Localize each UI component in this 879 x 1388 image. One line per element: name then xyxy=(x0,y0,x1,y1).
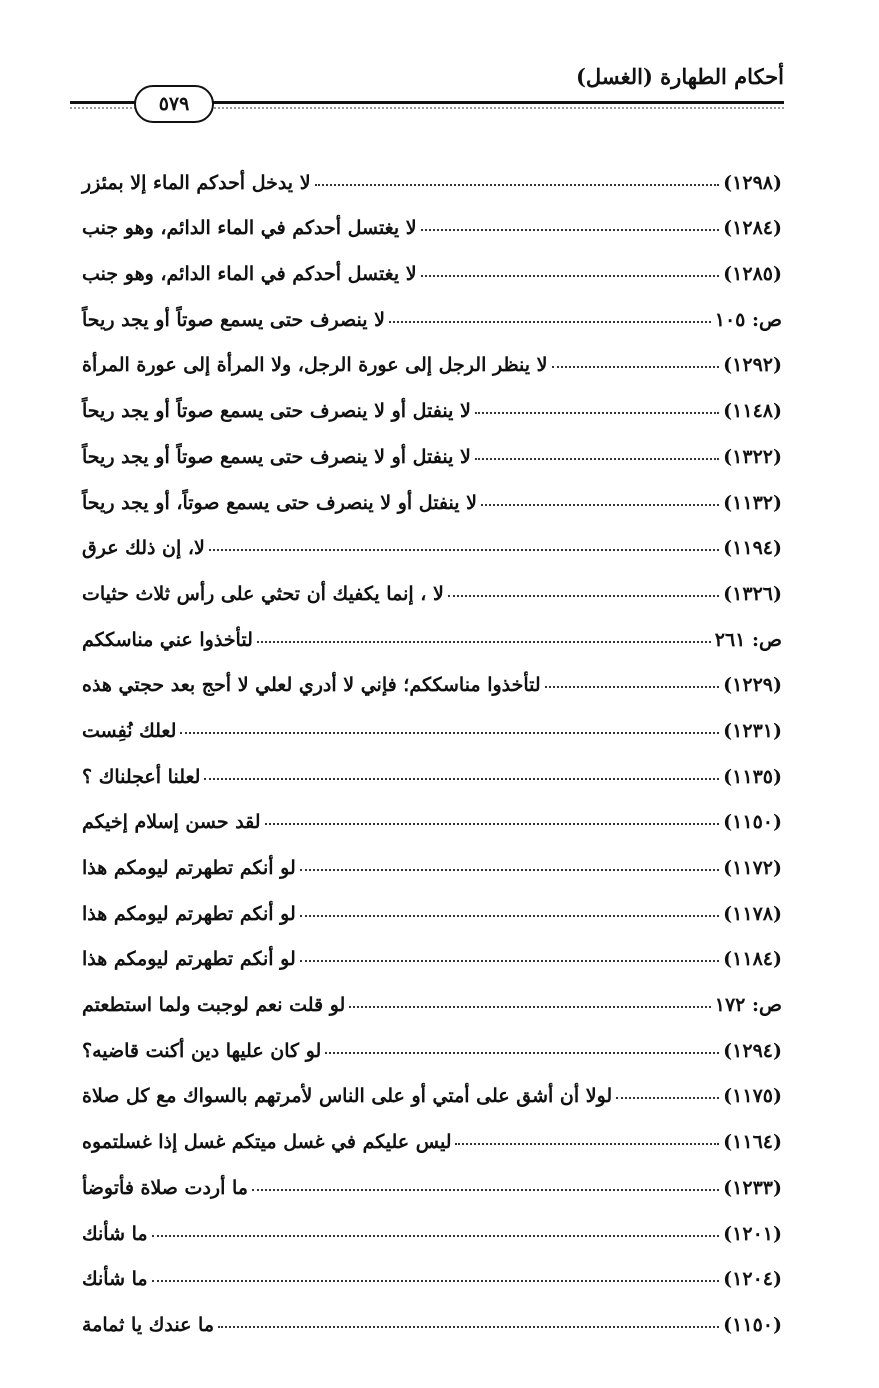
entry-text: لو كان عليها دين أكنت قاضيه؟ xyxy=(82,1039,322,1062)
index-entry xyxy=(76,1290,784,1336)
entry-reference: (١١٧٥) xyxy=(723,1085,782,1108)
dot-leader xyxy=(421,229,720,231)
entry-reference: (١١٣٢) xyxy=(723,491,782,514)
entry-reference: (١١٥٠) xyxy=(723,811,782,834)
entry-text: لو أنكم تطهرتم ليومكم هذا xyxy=(82,948,296,971)
dot-leader xyxy=(257,641,711,643)
dot-leader xyxy=(204,778,719,780)
entry-text: لو قلت نعم لوجبت ولما استطعتم xyxy=(82,994,346,1017)
entry-reference: ص: ١٧٢ xyxy=(714,994,782,1017)
page-number-badge: ٥٧٩ xyxy=(134,85,214,123)
entry-text: لا ينظر الرجل إلى عورة الرجل، ولا المرأة إلى عورة المرأة xyxy=(82,354,548,377)
dot-leader xyxy=(152,1280,720,1282)
entry-reference: (١١٦٤) xyxy=(723,1131,782,1154)
entry-text: لا ينفتل أو لا ينصرف حتى يسمع صوتاً أو يجد ريحاً xyxy=(82,400,471,423)
entry-text: ما شأنك xyxy=(82,1222,148,1245)
entry-text: لعلك نُفِست xyxy=(82,719,177,742)
dot-leader xyxy=(349,1006,710,1008)
entry-reference: (١٣٢٦) xyxy=(723,582,782,605)
index-entry xyxy=(76,788,784,834)
index-entry xyxy=(76,422,784,468)
index-entry xyxy=(76,1016,784,1062)
dot-leader xyxy=(300,960,719,962)
index-entry xyxy=(76,148,784,194)
entry-text: لا ، إنما يكفيك أن تحثي على رأس ثلاث حثيات xyxy=(82,582,444,605)
entry-reference: (١١٩٤) xyxy=(723,537,782,560)
index-entry xyxy=(76,514,784,560)
dot-leader xyxy=(481,504,719,506)
entry-reference: (١٢٢٩) xyxy=(723,674,782,697)
dot-leader xyxy=(209,549,719,551)
index-entry xyxy=(76,1199,784,1245)
dot-leader xyxy=(455,1143,719,1145)
entry-text: لا ينفتل أو لا ينصرف حتى يسمع صوتاً، أو يجد ريحاً xyxy=(82,491,478,514)
entry-reference: (١٣٢٢) xyxy=(723,445,782,468)
dot-leader xyxy=(252,1189,719,1191)
entry-text: لا ينصرف حتى يسمع صوتاً أو يجد ريحاً xyxy=(82,308,385,331)
dot-leader xyxy=(448,595,719,597)
entry-reference: (١٢٩٤) xyxy=(723,1039,782,1062)
dot-leader xyxy=(218,1326,719,1328)
index-entry xyxy=(76,1107,784,1153)
dot-leader xyxy=(421,275,720,277)
dot-leader xyxy=(315,184,720,186)
entry-text: لا، إن ذلك عرق xyxy=(82,537,205,560)
index-entry xyxy=(76,1062,784,1108)
index-entry xyxy=(76,1153,784,1199)
entry-text: لو أنكم تطهرتم ليومكم هذا xyxy=(82,902,296,925)
entry-reference: (١٢٣١) xyxy=(723,719,782,742)
dot-leader xyxy=(300,869,719,871)
index-entry xyxy=(76,605,784,651)
index-entry xyxy=(76,696,784,742)
index-entry xyxy=(76,742,784,788)
dot-leader xyxy=(389,321,711,323)
dot-leader xyxy=(616,1097,719,1099)
entry-text: لا ينفتل أو لا ينصرف حتى يسمع صوتاً أو يجد ريحاً xyxy=(82,445,471,468)
entry-reference: (١١٣٥) xyxy=(723,765,782,788)
entry-reference: (١١٨٤) xyxy=(723,948,782,971)
dot-leader xyxy=(300,915,719,917)
entry-text: لو أنكم تطهرتم ليومكم هذا xyxy=(82,857,296,879)
dot-leader xyxy=(152,1235,720,1237)
entry-reference: (١٢٨٤) xyxy=(723,217,782,240)
entry-text: ما عندك يا ثمامة xyxy=(82,1313,215,1336)
dot-leader xyxy=(475,458,719,460)
entry-reference: (١١٥٠) xyxy=(723,1313,782,1336)
entry-reference: (١٢٣٣) xyxy=(723,1176,782,1199)
dot-leader xyxy=(265,823,720,825)
entry-text: لتأخذوا مناسككم؛ فإني لا أدري لعلي لا أحج بعد حجتي هذه xyxy=(82,674,541,697)
index-entry xyxy=(76,331,784,377)
index-entry xyxy=(76,970,784,1016)
index-entry xyxy=(76,376,784,422)
index-entry xyxy=(76,559,784,605)
entry-reference: (١١٧٢) xyxy=(723,857,782,879)
index-entry xyxy=(76,239,784,285)
index-entry xyxy=(76,925,784,971)
hadith-index-list xyxy=(76,148,784,1336)
entry-text: لا يغتسل أحدكم في الماء الدائم، وهو جنب xyxy=(82,217,417,240)
index-entry xyxy=(76,194,784,240)
index-entry xyxy=(76,468,784,514)
entry-text: ليس عليكم في غسل ميتكم غسل إذا غسلتموه xyxy=(82,1131,452,1154)
index-entry xyxy=(76,285,784,331)
dot-leader xyxy=(552,366,720,368)
entry-text: ما شأنك xyxy=(82,1268,148,1291)
entry-reference: (١١٤٨) xyxy=(723,400,782,423)
entry-text: لولا أن أشق على أمتي أو على الناس لأمرتهم بالسواك مع كل صلاة xyxy=(82,1085,613,1108)
entry-reference: (١٢٩٨) xyxy=(723,171,782,194)
entry-reference: (١٢٨٥) xyxy=(723,263,782,286)
running-title: أحكام الطهارة (الغسل) xyxy=(576,64,784,89)
entry-text: لعلنا أعجلناك ؟ xyxy=(82,765,201,788)
index-entry xyxy=(76,1245,784,1291)
index-entry xyxy=(76,879,784,925)
entry-reference: (١٢٠٤) xyxy=(723,1268,782,1291)
page-header xyxy=(70,58,784,128)
dot-leader xyxy=(180,732,719,734)
index-entry xyxy=(76,833,784,879)
entry-text: ما أردت صلاة فأتوضأ xyxy=(82,1176,248,1199)
entry-reference: (١٢٩٢) xyxy=(723,354,782,377)
entry-reference: ص: ٢٦١ xyxy=(714,628,782,651)
entry-text: لا يدخل أحدكم الماء إلا بمئزر xyxy=(82,171,311,194)
entry-text: لا يغتسل أحدكم في الماء الدائم، وهو جنب xyxy=(82,263,417,286)
entry-reference: (١٢٠١) xyxy=(723,1222,782,1245)
entry-reference: (١١٧٨) xyxy=(723,902,782,925)
dot-leader xyxy=(475,412,719,414)
entry-text: لقد حسن إسلام إخيكم xyxy=(82,811,261,834)
dot-leader xyxy=(325,1052,719,1054)
dot-leader xyxy=(545,686,719,688)
index-entry xyxy=(76,651,784,697)
entry-reference: ص: ١٠٥ xyxy=(714,308,782,331)
entry-text: لتأخذوا عني مناسككم xyxy=(82,628,253,651)
